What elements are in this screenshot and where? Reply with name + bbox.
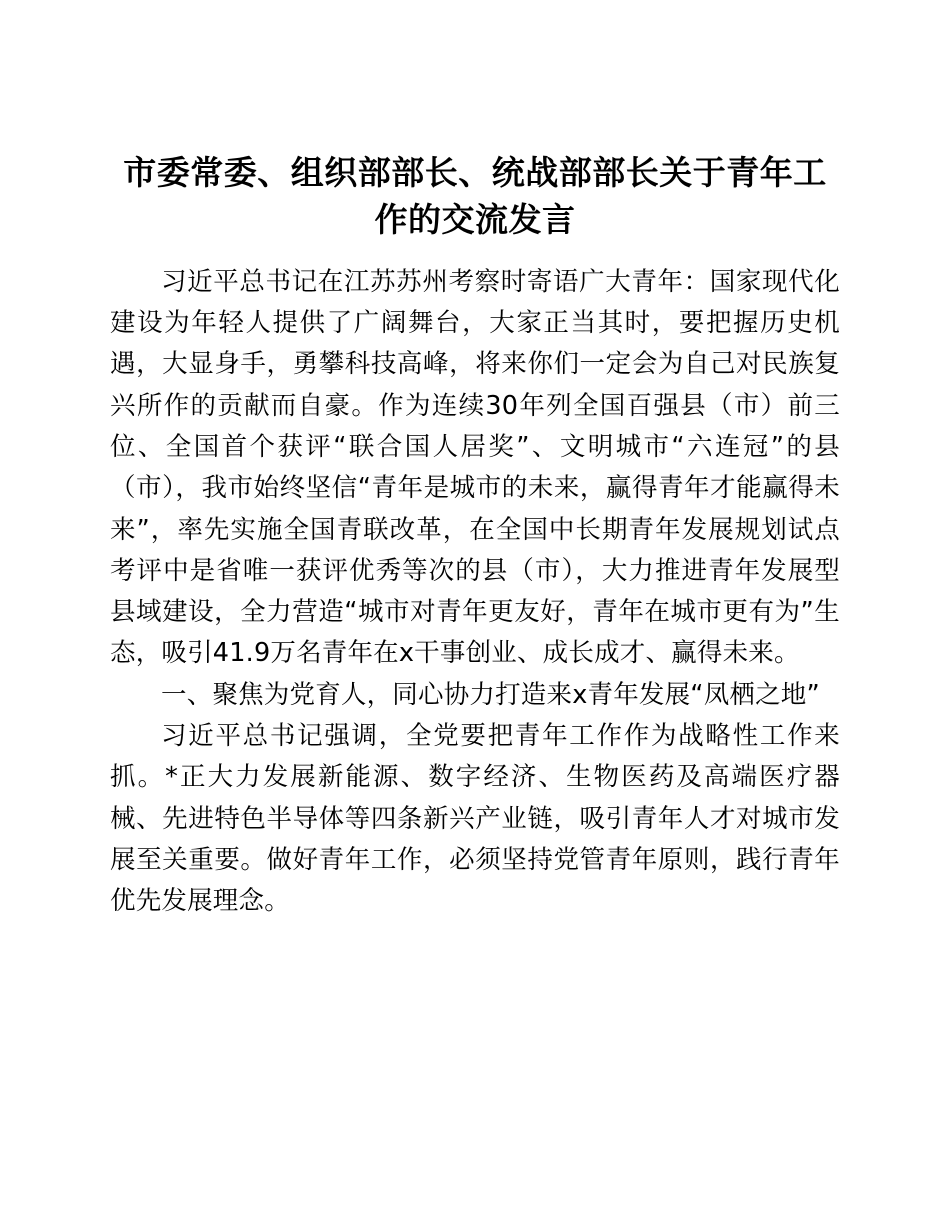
- body-paragraph-2: 习近平总书记强调，全党要把青年工作作为战略性工作来抓。*正大力发展新能源、数字经济、生物医药及高端医疗器械、先进特色半导体等四条新兴产业链，吸引青年人才对城市发展至关重要。做好青年工作，必须坚持党管青年原则，践行青年优先发展理念。: [110, 720, 840, 917]
- page-title: 市委常委、组织部部长、统战部部长关于青年工作的交流发言: [123, 153, 827, 239]
- section-heading-1: 一、聚焦为党育人，同心协力打造来x青年发展“凤栖之地”: [161, 679, 820, 710]
- body-paragraph-1: 习近平总书记在江苏苏州考察时寄语广大青年：国家现代化建设为年轻人提供了广阔舞台，大家正当其时，要把握历史机遇，大显身手，勇攀科技高峰，将来你们一定会为自己对民族复兴所作的贡献而自豪。作为连续30年列全国百强县（市）前三位、全国首个获评“联合国人居奖”、文明城市“六连冠”的县（市），我市始终坚信“青年是城市的未来，赢得青年才能赢得未来”，率先实施全国青联改革，在全国中长期青年发展规划试点考评中是省唯一获评优秀等次的县（市），大力推进青年发展型县域建设，全力营造“城市对青年更友好，青年在城市更有为”生态，吸引41.9万名青年在x干事创业、成长成才、赢得未来。: [110, 266, 840, 669]
